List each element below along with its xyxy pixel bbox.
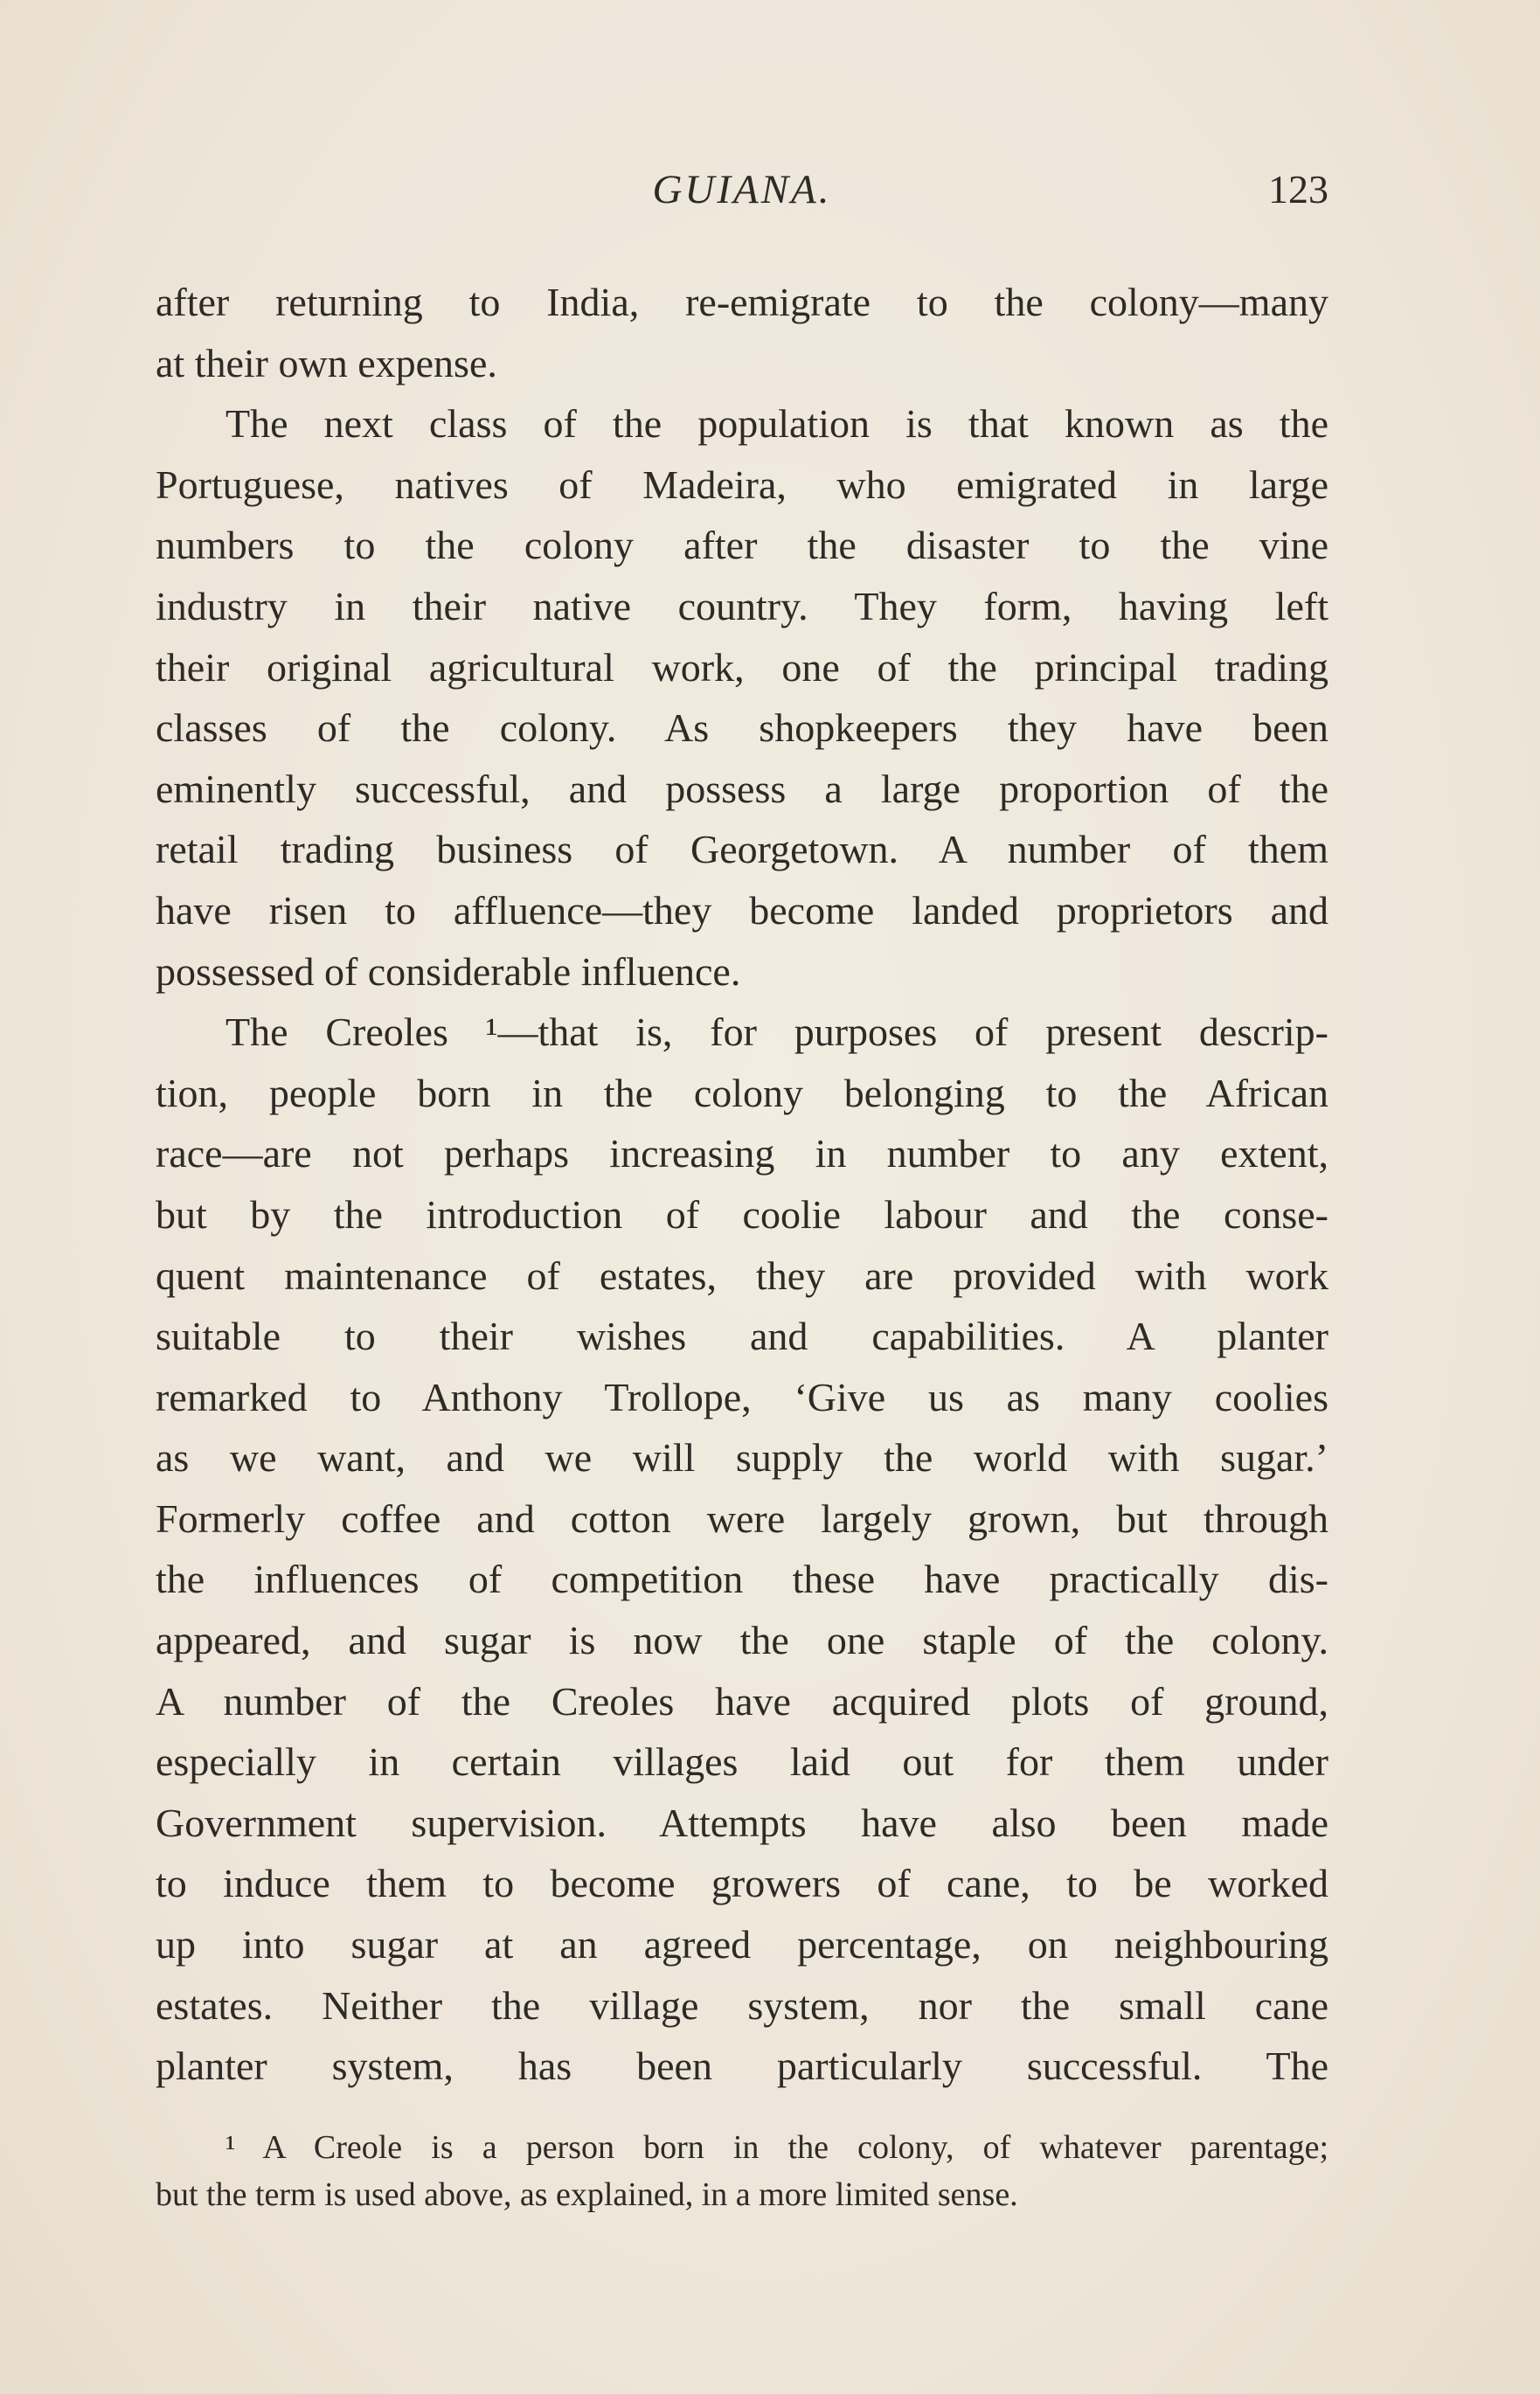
text-line: after returning to India, re-emigrate to the colony—many xyxy=(156,280,1328,324)
running-title: GUIANA. xyxy=(652,167,832,212)
text-line: race—are not perhaps increasing in number to any extent, xyxy=(156,1131,1328,1176)
text-line: eminently successful, and possess a large proportion of the xyxy=(156,766,1328,811)
text-line: suitable to their wishes and capabilities. A planter xyxy=(156,1314,1328,1359)
text-line: retail trading business of Georgetown. A number of them xyxy=(156,827,1328,872)
text-line: their original agricultural work, one of the principal trading xyxy=(156,644,1328,690)
text-line: A number of the Creoles have acquired plots of ground, xyxy=(156,1678,1328,1724)
text-line: tion, people born in the colony belonging to the African xyxy=(156,1070,1328,1115)
footnote-line: but the term is used above, as explained, in a more limited sense. xyxy=(156,2176,1018,2213)
text-line: the influences of competition these have practically dis- xyxy=(156,1557,1328,1602)
text-line: planter system, has been particularly successful. The xyxy=(156,2044,1328,2089)
text-line: at their own expense. xyxy=(156,340,497,385)
body-text xyxy=(156,272,1328,2097)
page-number: 123 xyxy=(1268,167,1328,212)
text-line: Government supervision. Attempts have also been made xyxy=(156,1800,1328,1845)
text-line: The Creoles ¹—that is, for purposes of present descrip- xyxy=(225,1010,1328,1055)
footnote-line: ¹ A Creole is a person born in the colony, of whatever parentage; xyxy=(225,2129,1328,2166)
text-line: to induce them to become growers of cane, to be worked xyxy=(156,1861,1328,1906)
text-line: Formerly coffee and cotton were largely grown, but through xyxy=(156,1495,1328,1541)
text-line: classes of the colony. As shopkeepers they have been xyxy=(156,705,1328,751)
text-line: especially in certain villages laid out for them under xyxy=(156,1739,1328,1785)
footnote xyxy=(156,2124,1328,2218)
text-line: remarked to Anthony Trollope, ‘Give us as many coolies xyxy=(156,1374,1328,1419)
text-line: possessed of considerable influence. xyxy=(156,948,741,994)
text-line: up into sugar at an agreed percentage, on neighbouring xyxy=(156,1922,1328,1967)
text-line: numbers to the colony after the disaster to the vine xyxy=(156,523,1328,568)
text-line: have risen to affluence—they become landed proprietors and xyxy=(156,887,1328,933)
text-line: estates. Neither the village system, nor the small cane xyxy=(156,1982,1328,2028)
text-line: but by the introduction of coolie labour and the conse- xyxy=(156,1191,1328,1237)
text-line: appeared, and sugar is now the one staple of the colony. xyxy=(156,1618,1328,1663)
text-line: industry in their native country. They form, having left xyxy=(156,583,1328,628)
text-line: The next class of the population is that known as the xyxy=(225,401,1328,447)
page-header xyxy=(156,166,1328,227)
text-line: Portuguese, natives of Madeira, who emigrated in large xyxy=(156,461,1328,507)
text-line: quent maintenance of estates, they are provided with work xyxy=(156,1253,1328,1298)
text-line: as we want, and we will supply the world with sugar.’ xyxy=(156,1435,1328,1481)
